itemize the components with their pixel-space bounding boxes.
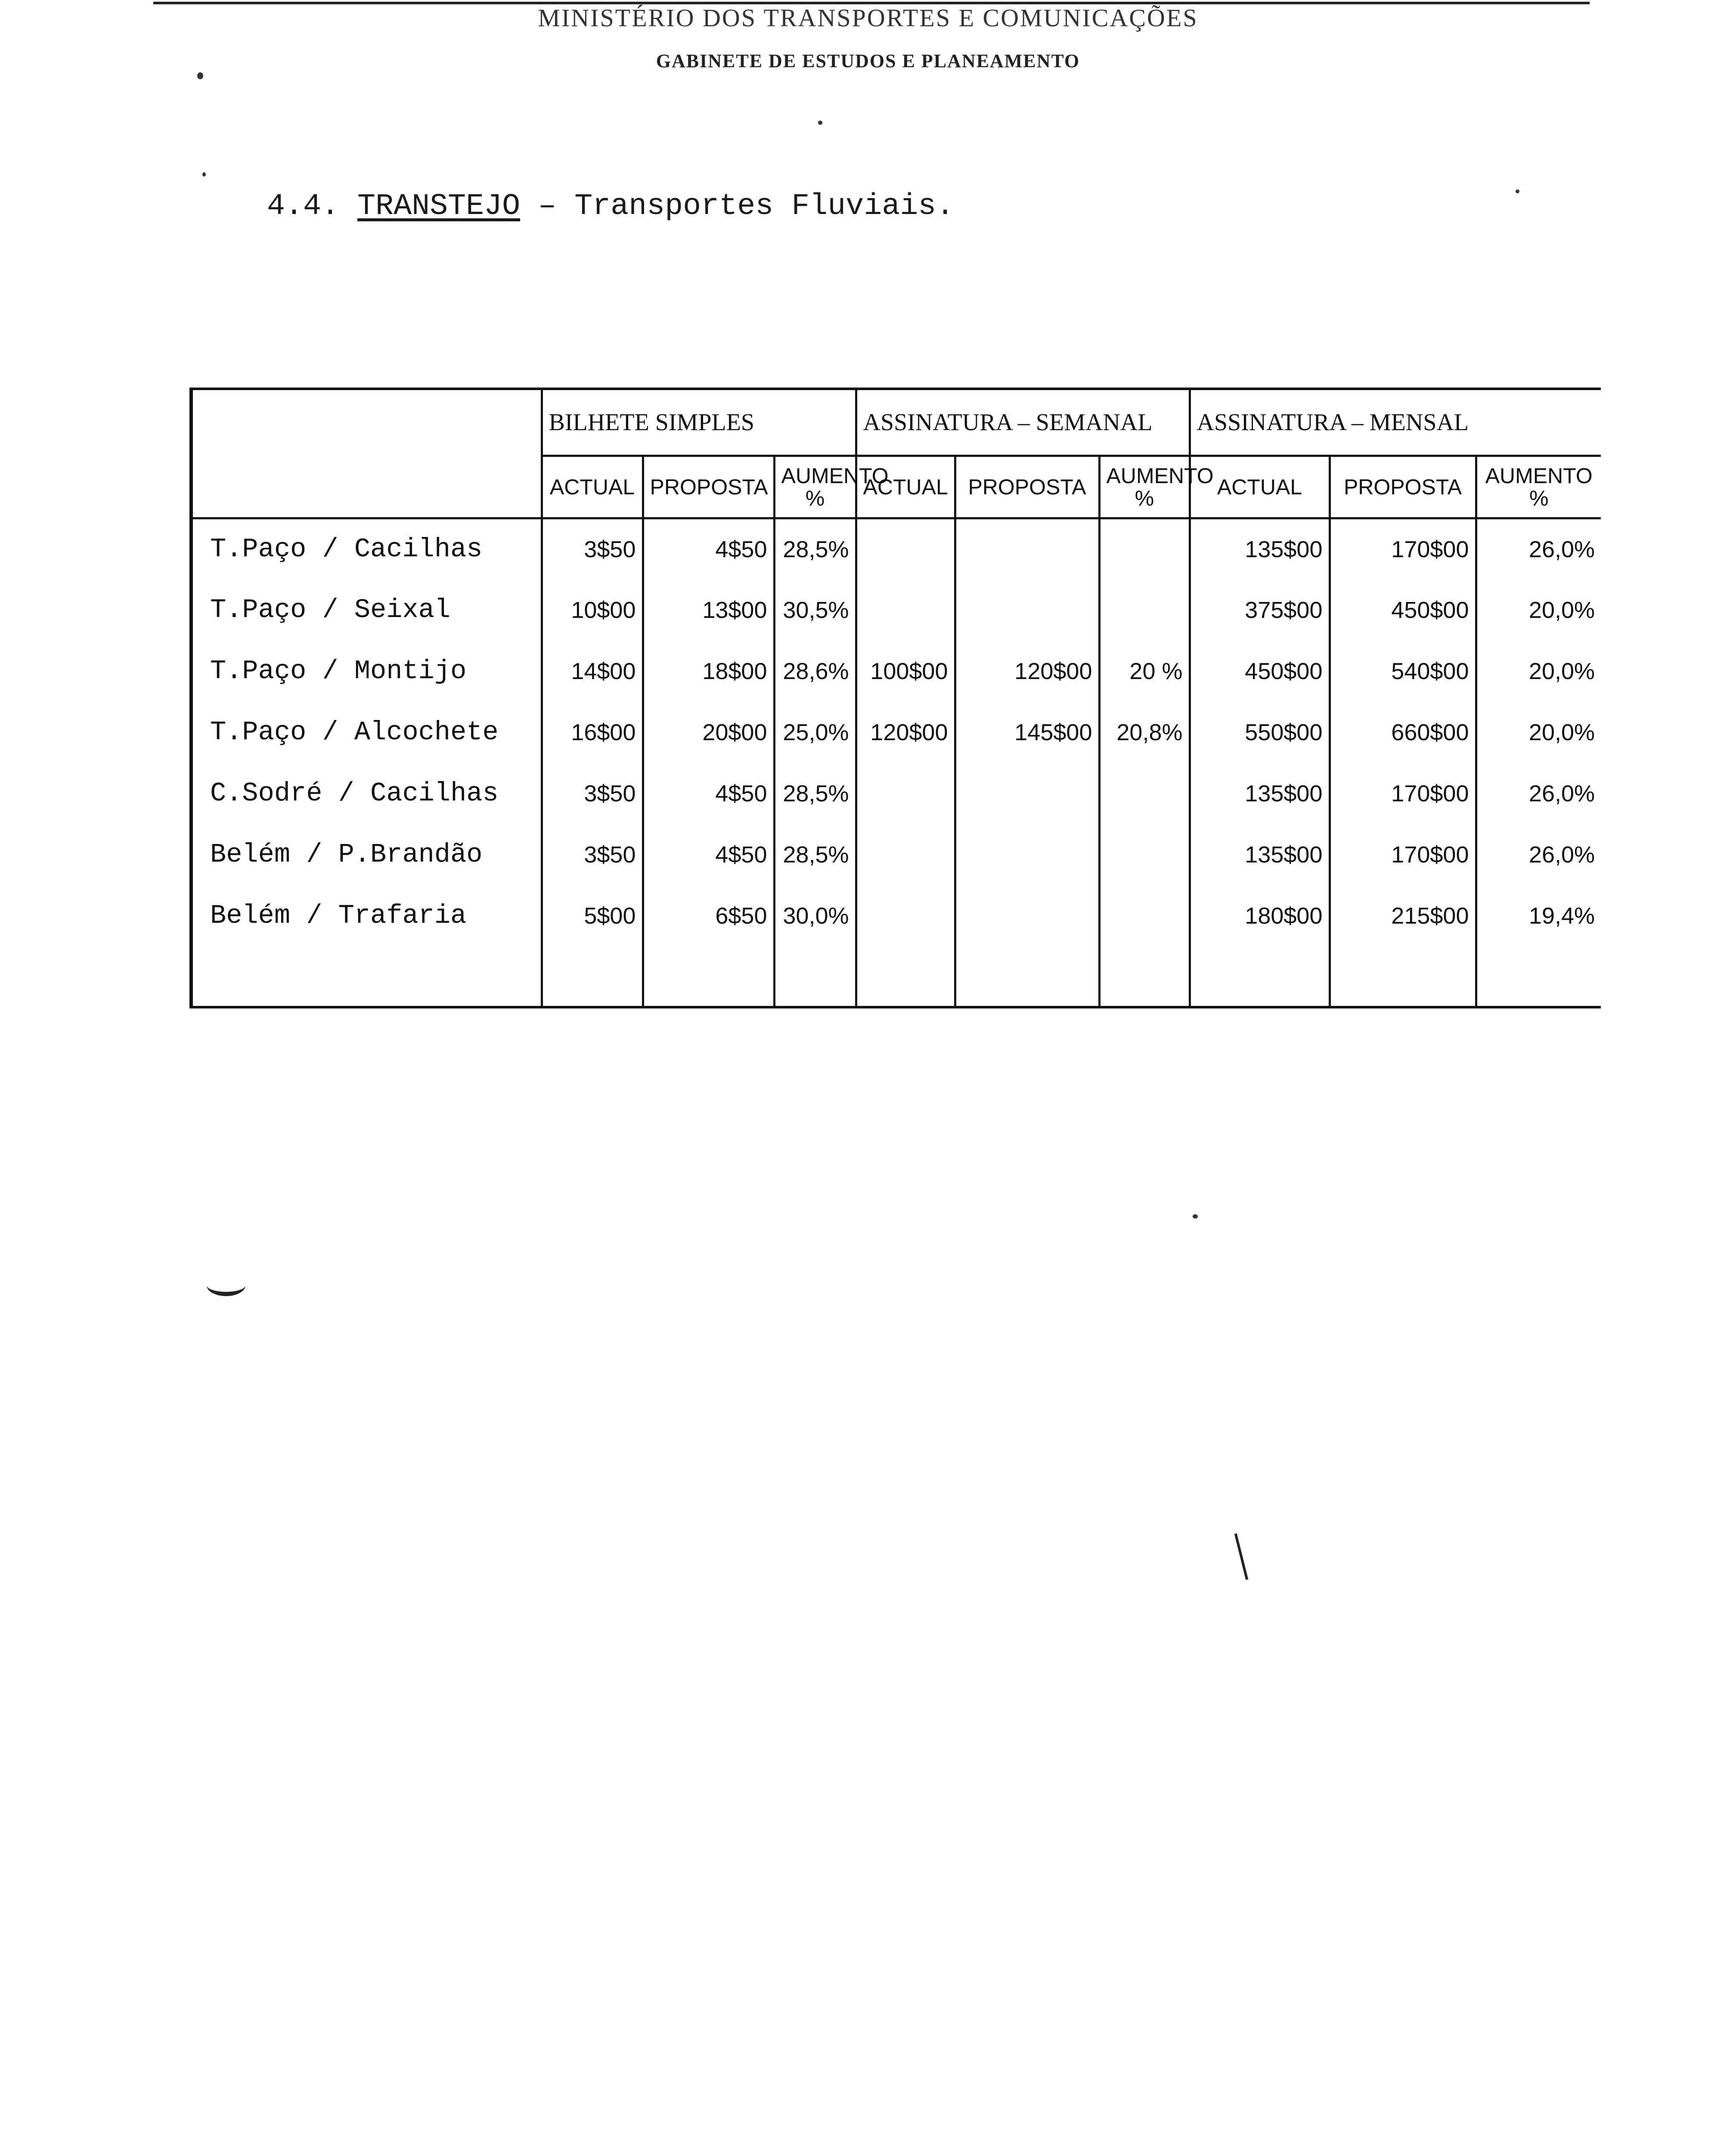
table-cell [1099, 824, 1190, 885]
table-cell: 120$00 [955, 641, 1099, 702]
table-cell: 28,5% [774, 763, 856, 824]
route-cell: T.Paço / Seixal [210, 595, 451, 625]
scan-speck [1516, 189, 1519, 193]
section-number: 4.4. [267, 189, 340, 223]
section-subtitle: – Transportes Fluviais. [538, 189, 955, 223]
table-row [193, 763, 1601, 824]
table-cell [1099, 518, 1190, 580]
table-cell: 540$00 [1330, 641, 1476, 702]
table-cell: 120$00 [856, 702, 955, 763]
table-cell: 26,0% [1476, 518, 1601, 580]
table-cell: 375$00 [1190, 580, 1330, 641]
table-cell [856, 518, 955, 580]
table-cell: 20,0% [1476, 702, 1601, 763]
fares-table [189, 388, 1601, 1008]
route-cell: T.Paço / Montijo [210, 656, 467, 686]
table-cell: 135$00 [1190, 824, 1330, 885]
table-cell: 28,5% [774, 824, 856, 885]
table-cell: 4$50 [643, 518, 774, 580]
table-cell [856, 885, 955, 946]
table-cell: 28,6% [774, 641, 856, 702]
table-cell [955, 885, 1099, 946]
table-cell: 660$00 [1330, 702, 1476, 763]
route-cell: Belém / Trafaria [210, 900, 467, 931]
table-cell: 20,8% [1099, 702, 1190, 763]
scan-speck [202, 172, 206, 177]
col-header: PROPOSTA [955, 456, 1099, 518]
table-row [193, 641, 1601, 702]
table-row [193, 518, 1601, 580]
table-cell: 170$00 [1330, 763, 1476, 824]
table-cell: 135$00 [1190, 518, 1330, 580]
scan-speck [1193, 1214, 1198, 1219]
table-cell: 13$00 [643, 580, 774, 641]
table-cell: 3$50 [542, 518, 643, 580]
route-cell: T.Paço / Alcochete [210, 717, 499, 748]
table-cell: 3$50 [542, 763, 643, 824]
table-cell [955, 580, 1099, 641]
ministry-header: MINISTÉRIO DOS TRANSPORTES E COMUNICAÇÕES [538, 4, 1198, 32]
table-cell: 450$00 [1330, 580, 1476, 641]
group-assinatura-semanal: ASSINATURA – SEMANAL [856, 390, 1190, 456]
col-header: AUMENTO % [774, 456, 856, 518]
col-header: ACTUAL [856, 456, 955, 518]
col-header: AUMENTO % [1476, 456, 1601, 518]
table-row [193, 824, 1601, 885]
route-cell: T.Paço / Cacilhas [210, 534, 483, 565]
scan-speck [818, 121, 822, 125]
office-header: GABINETE DE ESTUDOS E PLANEAMENTO [656, 50, 1080, 71]
table-cell: 26,0% [1476, 763, 1601, 824]
table-cell: 10$00 [542, 580, 643, 641]
table-cell: 100$00 [856, 641, 955, 702]
group-bilhete-simples: BILHETE SIMPLES [542, 390, 856, 456]
table-cell: 170$00 [1330, 518, 1476, 580]
table-cell: 145$00 [955, 702, 1099, 763]
table-cell [856, 580, 955, 641]
table-cell: 4$50 [643, 763, 774, 824]
table-cell: 6$50 [643, 885, 774, 946]
table-cell: 28,5% [774, 518, 856, 580]
table-cell: 170$00 [1330, 824, 1476, 885]
table-cell: 30,5% [774, 580, 856, 641]
table-row [193, 580, 1601, 641]
table-row [193, 885, 1601, 946]
table-cell [856, 824, 955, 885]
col-header: PROPOSTA [643, 456, 774, 518]
table-cell: 4$50 [643, 824, 774, 885]
table-spacer-row [193, 946, 1601, 1006]
table-cell [955, 763, 1099, 824]
table-cell [1099, 580, 1190, 641]
table-cell: 450$00 [1190, 641, 1330, 702]
route-cell: Belém / P.Brandão [210, 839, 483, 870]
col-header: AUMENTO % [1099, 456, 1190, 518]
table-cell: 20 % [1099, 641, 1190, 702]
table-cell: 20$00 [643, 702, 774, 763]
col-header: PROPOSTA [1330, 456, 1476, 518]
scan-speck [197, 72, 203, 79]
scan-stroke-mark [1234, 1533, 1248, 1580]
table-cell: 20,0% [1476, 641, 1601, 702]
scan-smudge-mark [207, 1275, 245, 1296]
table-cell [1099, 763, 1190, 824]
route-column-header [193, 390, 542, 518]
route-cell: C.Sodré / Cacilhas [210, 778, 499, 809]
table-cell: 30,0% [774, 885, 856, 946]
table-cell [1099, 885, 1190, 946]
table-cell: 26,0% [1476, 824, 1601, 885]
col-header: ACTUAL [1190, 456, 1330, 518]
table-cell [955, 824, 1099, 885]
table-cell: 16$00 [542, 702, 643, 763]
table-cell: 14$00 [542, 641, 643, 702]
table-cell: 215$00 [1330, 885, 1476, 946]
table-row [193, 702, 1601, 763]
table-cell: 19,4% [1476, 885, 1601, 946]
table-cell: 135$00 [1190, 763, 1330, 824]
table-cell: 3$50 [542, 824, 643, 885]
table-cell: 550$00 [1190, 702, 1330, 763]
table-cell [955, 518, 1099, 580]
table-cell: 5$00 [542, 885, 643, 946]
table-cell: 20,0% [1476, 580, 1601, 641]
group-assinatura-mensal: ASSINATURA – MENSAL [1190, 390, 1601, 456]
table-cell: 180$00 [1190, 885, 1330, 946]
section-title [267, 189, 954, 223]
table-cell: 25,0% [774, 702, 856, 763]
section-name: TRANSTEJO [357, 189, 521, 223]
table-cell [856, 763, 955, 824]
table-cell: 18$00 [643, 641, 774, 702]
col-header: ACTUAL [542, 456, 643, 518]
